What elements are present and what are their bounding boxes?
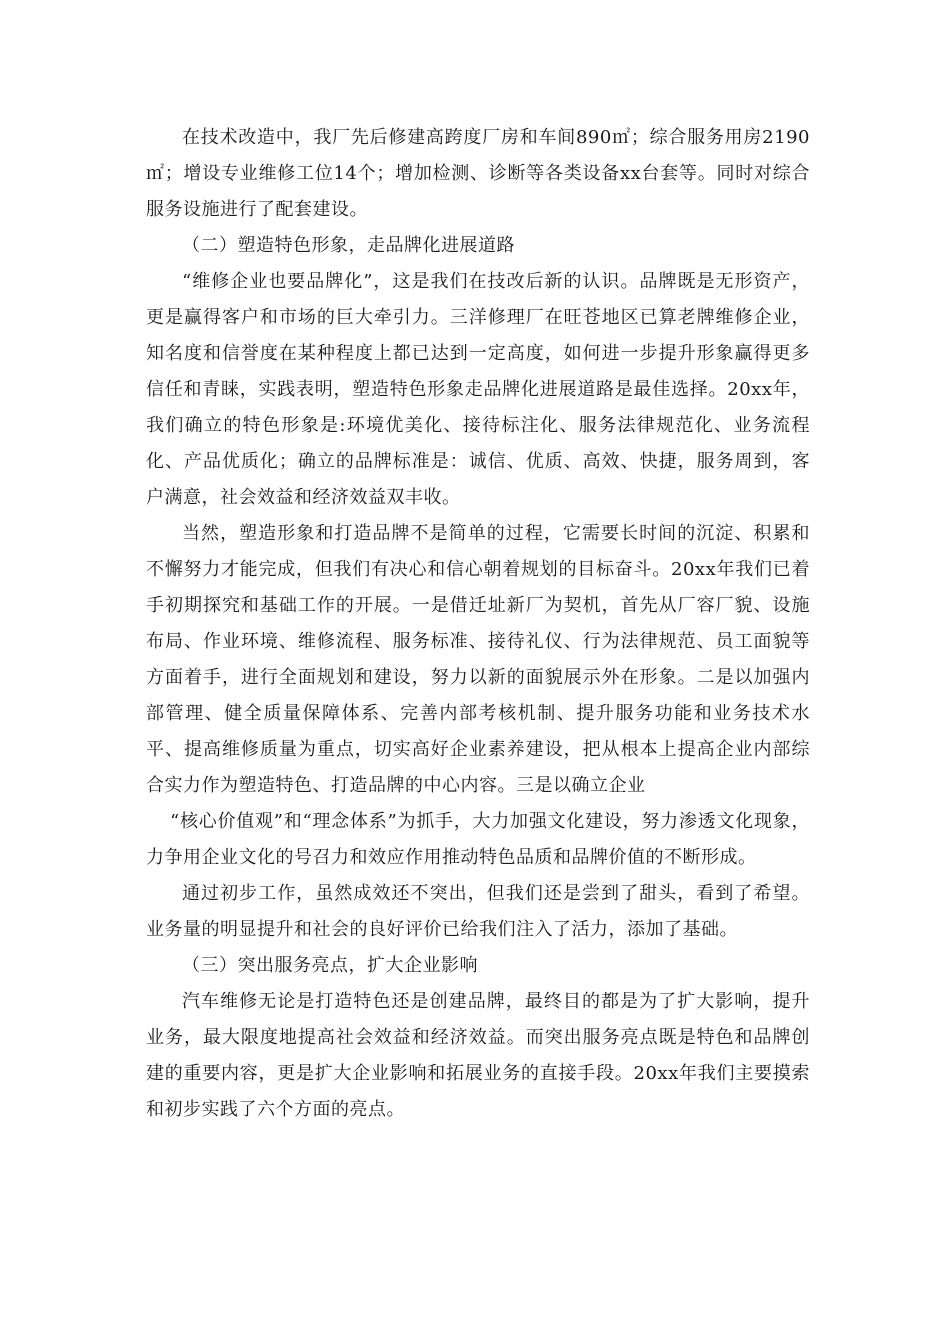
section-heading-brand: （二）塑造特色形象，走品牌化进展道路	[182, 235, 515, 256]
paragraph-brand-awareness: “维修企业也要品牌化”，这是我们在技改后新的认识。品牌既是无形资产，更是赢得客户和市场的巨大牵引力。三洋修理厂在旺苍地区已算老牌维修企业，知名度和信誉度在某种程度上都已达到一定高度，如何进一步提升形象赢得更多信任和青睐，实践表明，塑造特色形象走品牌化进展道路是最佳选择。20xx年，我们确立的特色形象是:环境优美化、接待标注化、服务法律规范化、业务流程化、产品优质化；确立的品牌标准是：诚信、优质、高效、快捷，服务周到，客户满意，社会效益和经济效益双丰收。	[146, 271, 810, 508]
section-heading-highlights: （三）突出服务亮点，扩大企业影响	[182, 955, 478, 976]
paragraph-initial-results: 通过初步工作，虽然成效还不突出，但我们还是尝到了甜头，看到了希望。业务量的明显提升和社会的良好评价已给我们注入了活力，添加了基础。	[146, 883, 810, 940]
document-body	[146, 120, 810, 1128]
paragraph-service-highlights: 汽车维修无论是打造特色还是创建品牌，最终目的都是为了扩大影响，提升业务，最大限度地提高社会效益和经济效益。而突出服务亮点既是特色和品牌创建的重要内容，更是扩大企业影响和拓展业务的直接手段。20xx年我们主要摸索和初步实践了六个方面的亮点。	[146, 991, 810, 1120]
paragraph-brand-building: 当然，塑造形象和打造品牌不是简单的过程，它需要长时间的沉淀、积累和不懈努力才能完成，但我们有决心和信心朝着规划的目标奋斗。20xx年我们已着手初期探究和基础工作的开展。一是借迁址新厂为契机，首先从厂容厂貌、设施布局、作业环境、维修流程、服务标准、接待礼仪、行为法律规范、员工面貌等方面着手，进行全面规划和建设，努力以新的面貌展示外在形象。二是以加强内部管理、健全质量保障体系、完善内部考核机制、提升服务功能和业务技术水平、提高维修质量为重点，切实高好企业素养建设，把从根本上提高企业内部综合实力作为塑造特色、打造品牌的中心内容。三是以确立企业	[146, 523, 810, 796]
paragraph-facility-construction: 在技术改造中，我厂先后修建高跨度厂房和车间890㎡；综合服务用房2190㎡；增设专业维修工位14个；增加检测、诊断等各类设备xx台套等。同时对综合服务设施进行了配套建设。	[146, 127, 810, 220]
paragraph-brand-culture: “核心价值观”和“理念体系”为抓手，大力加强文化建设，努力渗透文化现象，力争用企业文化的号召力和效应作用推动特色品质和品牌价值的不断形成。	[146, 811, 810, 868]
